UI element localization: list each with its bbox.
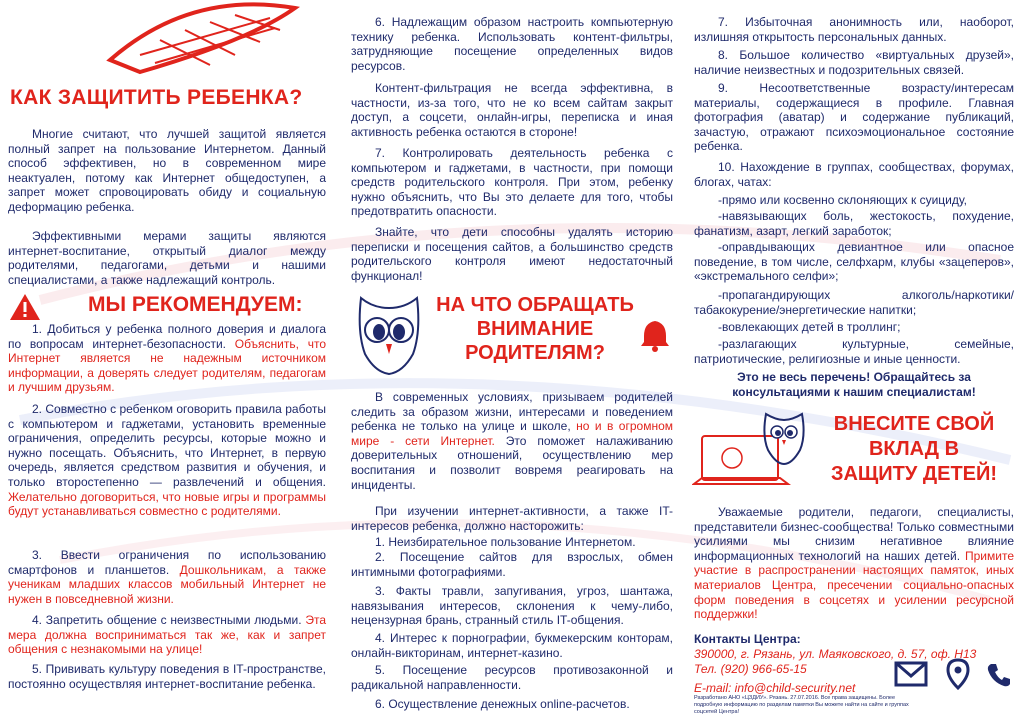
recommendation-6-note: Контент-фильтрация не всегда эффективна, в частности, из-за того, что не ко всем сайтам закрыт доступ, а соцсети, онлайн-игры, переписка и иная активность ребенка остаются в стороне!: [351, 81, 673, 139]
bell-icon: [639, 318, 671, 354]
appeal-text: Уважаемые родители, педагоги, специалисты, представители бизнес-сообщества! Только совместными усилиями мы снизим негативное влияние информационных технологий на наших детей.: [694, 505, 1014, 563]
contact-email[interactable]: E-mail: info@child-security.net: [694, 681, 856, 695]
sub-item-6: -разлагающих культурные, семейные, патриотические, религиозные и иные ценности.: [694, 337, 1014, 366]
contribute-heading-line-1: ВНЕСИТЕ СВОЙ: [833, 413, 995, 435]
sub-item-3: -оправдывающих девиантное или опасное поведение, в том числе, селфхарм, клубы «зацеперов», «экстремального селфи»;: [694, 240, 1014, 284]
sub-item-4: -пропагандирующих алкоголь/наркотики/табакокурение/энергетические напитки;: [694, 288, 1014, 317]
owl-logo-icon: [353, 292, 425, 376]
recommend-heading: МЫ РЕКОМЕНДУЕМ:: [88, 293, 303, 316]
recommendation-2: [8, 402, 326, 519]
mail-icon: [894, 660, 928, 688]
alert-item-1: 1. Неизбирательное пользование Интернетом.: [375, 535, 636, 549]
warning-icon: [8, 292, 42, 322]
attention-highlight: но и в огромном мире - сети Интернет.: [351, 419, 673, 448]
recommendation-7: 7. Контролировать деятельность ребенка с компьютером и гаджетами, в частности, при помощи средств родительского контроля. При этом, ребенку нужно объяснить, что Вы это делаете для того, чтобы предотвратить опасности.: [351, 146, 673, 219]
rec-2-text: 2. Совместно с ребенком оговорить правила работы с компьютером и гаджетами, установить временные ограничения, определить ресурсы, которые можно и нужно посещать. Объяснить, что Интернет, в первую очередь, является средством развития и обучения, и только второстепенно — развлечений и общения.: [8, 402, 326, 489]
attention-text-end: Это поможет налаживанию доверительных отношений, осуществлению мер воспитания и позволит вовремя реагировать на инциденты.: [351, 433, 674, 492]
rec-4-note: Эта мера должна восприниматься так же, как и запрет общения с незнакомыми на улице!: [8, 613, 326, 657]
attention-heading: [435, 293, 635, 365]
alert-item-6: 6. Осуществление денежных online-расчетов.: [375, 697, 630, 711]
laptop-owl-icon: [692, 408, 812, 490]
contribute-heading-line-2: ВКЛАД В: [868, 438, 960, 460]
recommendation-6: 6. Надлежащим образом настроить компьютерную технику ребенка. Использовать контент-фильтры, затрудняющие посещение определенных видов ресурсов.: [351, 15, 673, 73]
alert-item-7: 7. Избыточная анонимность или, наоборот, излишняя открытость персональных данных.: [694, 15, 1014, 44]
intro-paragraph-2: Эффективными мерами защиты являются интернет-воспитание, открытый диалог между родителями, педагогами, детьми и нашими специалистами, а также надлежащий контроль.: [8, 229, 326, 287]
location-icon: [946, 658, 970, 690]
rec-4-text: 4. Запретить общение с неизвестными людьми.: [32, 613, 306, 627]
phone-icon: [986, 662, 1012, 688]
sub-item-2: -навязывающих боль, жестокость, похудение, фанатизм, азарт, легкий заработок;: [694, 209, 1014, 238]
rec-3-note: Дошкольникам, а также ученикам младших классов мобильный Интернет не нужен в повседневной жизни.: [8, 562, 326, 606]
contact-address: 390000, г. Рязань, ул. Маяковского, д. 57, оф. Н13: [694, 647, 977, 661]
recommendation-1: [8, 322, 326, 395]
recommendation-7-note: Знайте, что дети способны удалять историю переписки и посещения сайтов, а большинство средств родительского контроля имеют недостаточный функционал!: [351, 225, 673, 283]
intro-paragraph: Многие считают, что лучшей защитой является полный запрет на пользование Интернетом. Данный способ эффективен, но в современном мире неактуален, потому как Интернет общедоступен, а запрет может спровоцировать обиду и социальную деформацию ребенка.: [8, 127, 326, 214]
rec-3-text: 3. Ввести ограничения по использованию смартфонов и планшетов.: [8, 548, 326, 577]
attention-text: В современных условиях, призываем родителей следить за образом жизни, интересами и поведением ребенка не только на улице и школе,: [351, 390, 673, 434]
attention-paragraph: [351, 390, 673, 492]
column-3: [688, 0, 1024, 723]
column-2: [345, 0, 681, 723]
recommendation-3: [8, 548, 326, 606]
recommendation-5: 5. Прививать культуру поведения в IT-пространстве, постоянно осуществляя интернет-воспитание ребенка.: [8, 662, 326, 691]
footer-note: Разработано АНО «ЦЗДИУ». Рязань. 27.07.2016. Все права защищены. Более подробную информацию по разделам памятки Вы можете найти на сайте и группах соцсетей Центра!: [694, 695, 909, 715]
attention-heading-line-2: ВНИМАНИЕ: [476, 318, 594, 340]
contact-phone: Тел. (920) 966-65-15: [694, 662, 807, 676]
alert-intro: При изучении интернет-активности, а также IT-интересов ребенка, должно насторожить:: [351, 504, 673, 533]
alert-item-2: 2. Посещение сайтов для взрослых, обмен интимными фотографиями.: [351, 550, 673, 579]
recommendation-4: [8, 613, 326, 657]
contribute-heading: [814, 412, 1014, 487]
page-title: КАК ЗАЩИТИТЬ РЕБЕНКА?: [10, 86, 303, 109]
rec-1-note: Объяснить, что Интернет является не надежным источником информации, а доверять следует родителям, педагогам и лучшим друзьям.: [8, 336, 326, 395]
rec-2-note: Желательно договориться, что новые игры и программы будут устанавливаться совместно с родителями.: [8, 489, 326, 519]
alert-item-8: 8. Большое количество «виртуальных друзей», наличие неизвестных и подозрительных связей.: [694, 48, 1014, 77]
appeal-paragraph: [694, 505, 1014, 622]
wing-logo-icon: [100, 0, 300, 78]
sub-item-1: -прямо или косвенно склоняющих к суициду,: [718, 193, 967, 207]
alert-item-9: 9. Несоответственные возрасту/интересам материалы, содержащиеся в профиле. Главная фотография (аватар) и содержание публикаций, зачастую, отражают психоэмоциональное состояние ребенка.: [694, 81, 1014, 154]
alert-item-10: 10. Нахождение в группах, сообществах, форумах, блогах, чатах:: [694, 160, 1014, 189]
alert-item-5: 5. Посещение ресурсов противозаконной и радикальной направленности.: [351, 663, 673, 692]
sub-item-5: -вовлекающих детей в троллинг;: [718, 320, 901, 334]
contribute-heading-line-3: ЗАЩИТУ ДЕТЕЙ!: [830, 463, 998, 485]
alert-item-3: 3. Факты травли, запугивания, угроз, шантажа, навязывания интересов, склонения к чему-либо, нецензурная брань, странный стиль IT-общения.: [351, 584, 673, 628]
contacts-title: Контакты Центра:: [694, 632, 801, 646]
rec-1-text: 1. Добиться у ребенка полного доверия и диалога по вопросам интернет-безопасности.: [8, 322, 326, 351]
alert-item-4: 4. Интерес к порнографии, букмекерским конторам, онлайн-викторинам, интернет-казино.: [351, 631, 673, 660]
attention-heading-line-1: НА ЧТО ОБРАЩАТЬ: [436, 294, 634, 316]
appeal-call-to-action: Примите участие в распространении настоящих памяток, иных материалов Центра, пресечении социально-опасных форм поведения в соцсетях и усилении ресурсной поддержки!: [694, 548, 1014, 622]
column-1: [0, 0, 338, 723]
warning-note: Это не весь перечень! Обращайтесь за консультациями к нашим специалистам!: [732, 370, 976, 399]
attention-heading-line-3: РОДИТЕЛЯМ?: [465, 342, 605, 364]
